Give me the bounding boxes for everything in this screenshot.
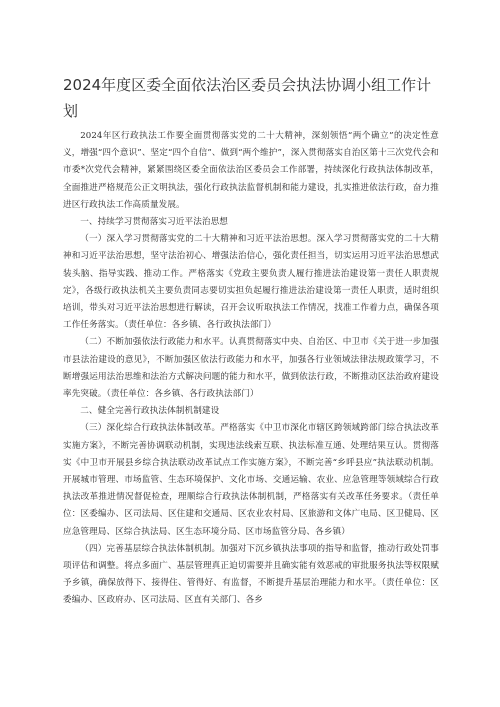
paragraph-intro: 2024年区行政执法工作要全面贯彻落实党的二十大精神，深刻领悟“两个确立”的决定性意义，增强“四个意识”、坚定“四个自信”、做到“两个维护”，深入贯彻落实自治区第十三次党代会和市委*次党代会精神，紧紧围绕区委全面依法治区委员会工作部署，持续深化行政执法体制改革，全面推进严格规范公正文明执法，强化行政执法监督机制和能力建设，扎实推进依法行政，奋力推进区行政执法工作高质量发展。	[63, 131, 439, 210]
paragraph-item-4: （四）完善基层综合执法体制机制。加强对下沉乡镇执法事项的指导和监督，推动行政处罚事项评估和调整。将点多面广、基层管理真正迫切需要并且确实能有效恶戒的审批服务执法等权限赋予乡镇，确保放得下、接得住、管得好、有监督，不断提升基层治理能力和水平。（责任单位：区委编办、区政府办、区司法局、区直有关部门、各乡	[63, 543, 439, 606]
paragraph-item-1: （一）深入学习贯彻落实党的二十大精神和习近平法治思想。深入学习贯彻落实党的二十大精神和习近平法治思想，坚守法治初心、增强法治信心，强化责任担当，切实运用习近平法治思想武装头脑、指导实践、推动工作。严格落实《党政主要负责人履行推进法治建设第一责任人职责规定》，各级行政执法机关主要负责同志要切实担负起履行推进法治建设第一责任人职责，适时组织培训，带头对习近平法治思想进行解读，召开会议听取执法工作情况，找准工作着力点，确保各项工作任务落实。（责任单位：各乡镇、各行政执法部门）	[63, 234, 439, 331]
section-heading-2: 二、健全完善行政执法体制机制建设	[80, 406, 220, 417]
paragraph-item-3: （三）深化综合行政执法体制改革。严格落实《中卫市深化市辖区跨领域跨部门综合执法改革实施方案》，不断完善协调联动机制，实现违法线索互联、执法标准互通、处理结果互认。贯彻落实《中卫市开展县乡综合执法联动改革试点工作实施方案》，不断完善“乡呼县应”执法联动机制。开展城市管理、市场监管、生态环境保护、文化市场、交通运输、农业、应急管理等领域综合行政执法改革推进情况督促检查，理顺综合行政执法体制机制，严格落实有关改革任务要求。（责任单位：区委编办、区司法局、区住建和交通局、区农业农村局、区旅游和文体广电局、区卫健局、区应急管理局、区综合执法局、区生态环境分局、区市场监管分局、各乡镇）	[63, 423, 439, 537]
document-title: 2024年度区委全面依法治区委员会执法协调小组工作计划	[63, 76, 432, 120]
paragraph-item-2: （二）不断加强依法行政能力和水平。认真贯彻落实中央、自治区、中卫市《关于进一步加强市县法治建设的意见》，不断加强区依法行政能力和水平，加强各行业领域法律法规政策学习，不断增强运用法治思维和法治方式解决问题的能力和水平，做到依法行政，不断推动区法治政府建设率先突破。（责任单位：各乡镇、各行政执法部门）	[63, 337, 439, 400]
document-body	[63, 128, 439, 610]
section-heading-1: 一、持续学习贯彻落实习近平法治思想	[80, 217, 228, 228]
